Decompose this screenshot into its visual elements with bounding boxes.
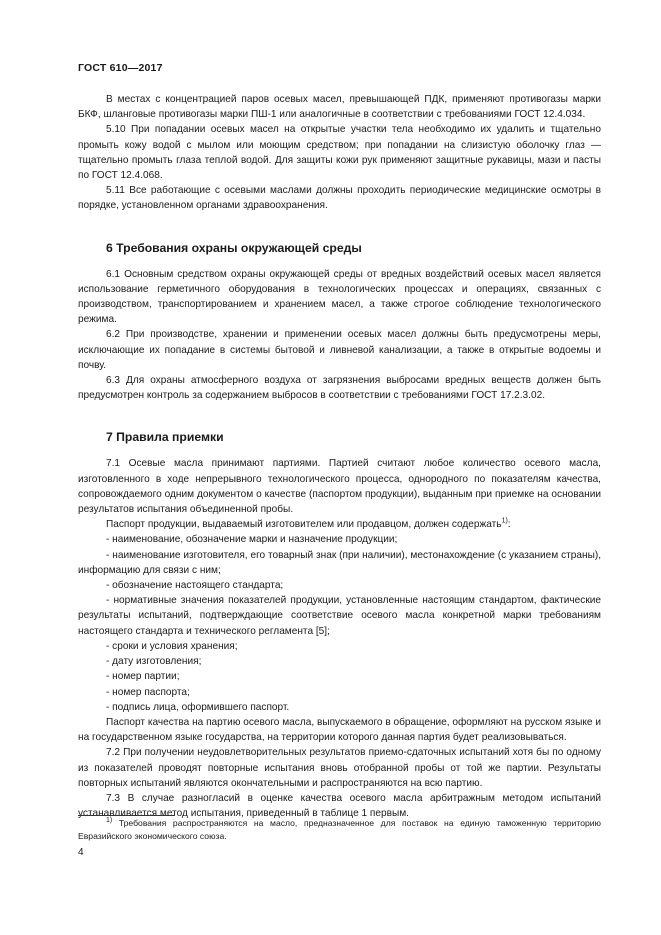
clause-7-3: 7.3 В случае разногласий в оценке качества осевого масла арбитражным методом испытаний устанавливается метод испытания, приведенный в таблице 1 первым. bbox=[78, 792, 601, 820]
clause-5-10: 5.10 При попадании осевых масел на открытые участки тела необходимо их удалить и тщательно промыть кожу водой с мылом или моющим средством; при попадании на слизистую оболочку глаз — тщательно промыть глаза теплой водой. Для защиты кожи рук применяют защитные рукавицы, мази и пасты по ГОСТ 12.4.068. bbox=[78, 124, 601, 182]
list-item: - обозначение настоящего стандарта; bbox=[106, 580, 284, 592]
page-number: 4 bbox=[78, 847, 84, 858]
footnote-ref: 1) bbox=[501, 517, 508, 525]
clause-5-11: 5.11 Все работающие с осевыми маслами должны проходить периодические медицинские осмотры в порядке, установленном органами здравоохранения. bbox=[78, 185, 601, 212]
list-item: - нормативные значения показателей продукции, установленные настоящим стандартом, фактические результаты испытаний, подтверждающие соответствие осевого масла конкретной марки требованиям настоящего стандарта и технического регламента [5]; bbox=[78, 595, 601, 637]
list-item: - подпись лица, оформившего паспорт. bbox=[106, 701, 290, 713]
list-item: - номер паспорта; bbox=[106, 686, 190, 698]
clause-6-3: 6.3 Для охраны атмосферного воздуха от загрязнения выбросами вредных веществ должен быть предусмотрен контроль за содержанием выбросов в соответствии с требованиями ГОСТ 17.2.3.02. bbox=[78, 375, 601, 402]
intro-paragraph-1: В местах с концентрацией паров осевых масел, превышающей ПДК, применяют противогазы марки БКФ, шланговые противогазы марки ПШ-1 или аналогичные в соответствии с требованиями ГОСТ 12.4.034. bbox=[78, 94, 601, 121]
passport-intro-text: Паспорт продукции, выдаваемый изготовителем или продавцом, должен содержать bbox=[106, 519, 502, 531]
clause-6-1: 6.1 Основным средством охраны окружающей среды от вредных воздействий осевых масел является использование герметичного оборудования в технологических процессах и операциях, связанных с производством, транспортированием и хранением масел, а также строгое соблюдение технологического режима. bbox=[78, 268, 601, 326]
clause-7-1: 7.1 Осевые масла принимают партиями. Партией считают любое количество осевого масла, изготовленного в ходе непрерывного технологического процесса, однородного по показателям качества, сопровождаемого одним документом о качестве (паспортом продукции), выданным при приемке на основании результатов испытания объединенной пробы. bbox=[78, 458, 601, 516]
list-item: - сроки и условия хранения; bbox=[106, 640, 238, 652]
section-7-heading: 7 Правила приемки bbox=[106, 430, 224, 445]
list-item: - номер партии; bbox=[106, 671, 180, 683]
document-header: ГОСТ 610—2017 bbox=[78, 62, 163, 74]
passport-language-paragraph: Паспорт качества на партию осевого масла, выпускаемого в обращение, оформляют на русском языке и на государственном языке государства, на территории которого данная партия будет реализовываться. bbox=[78, 716, 601, 744]
list-item: - наименование изготовителя, его товарный знак (при наличии), местонахождение (с указанием страны), информацию для связи с ним; bbox=[78, 549, 601, 576]
list-item: - дату изготовления; bbox=[106, 656, 202, 668]
passport-intro-colon: : bbox=[507, 519, 511, 531]
section-6-heading: 6 Требования охраны окружающей среды bbox=[106, 240, 362, 255]
footnote bbox=[78, 817, 601, 843]
list-item: - наименование, обозначение марки и назначение продукции; bbox=[106, 534, 398, 546]
document-body bbox=[78, 92, 601, 821]
footnote-text: Требования распространяются на масло, предназначенное для поставок на единую таможенную территорию Евразийского экономического союза. bbox=[78, 818, 601, 841]
footnote-separator bbox=[78, 815, 174, 816]
clause-7-2: 7.2 При получении неудовлетворительных результатов приемо-сдаточных испытаний хотя бы по одному из показателей проводят повторные испытания вновь отобранной пробы от той же партии. Результаты повторных испытаний являются окончательными и распространяются на всю партию. bbox=[78, 747, 601, 789]
passport-intro bbox=[78, 517, 601, 532]
clause-6-2: 6.2 При производстве, хранении и применении осевых масел должны быть предусмотрены меры, исключающие их попадание в системы бытовой и ливневой канализации, а также в открытые водоемы и почву. bbox=[78, 329, 601, 371]
footnote-mark: 1) bbox=[106, 817, 113, 825]
